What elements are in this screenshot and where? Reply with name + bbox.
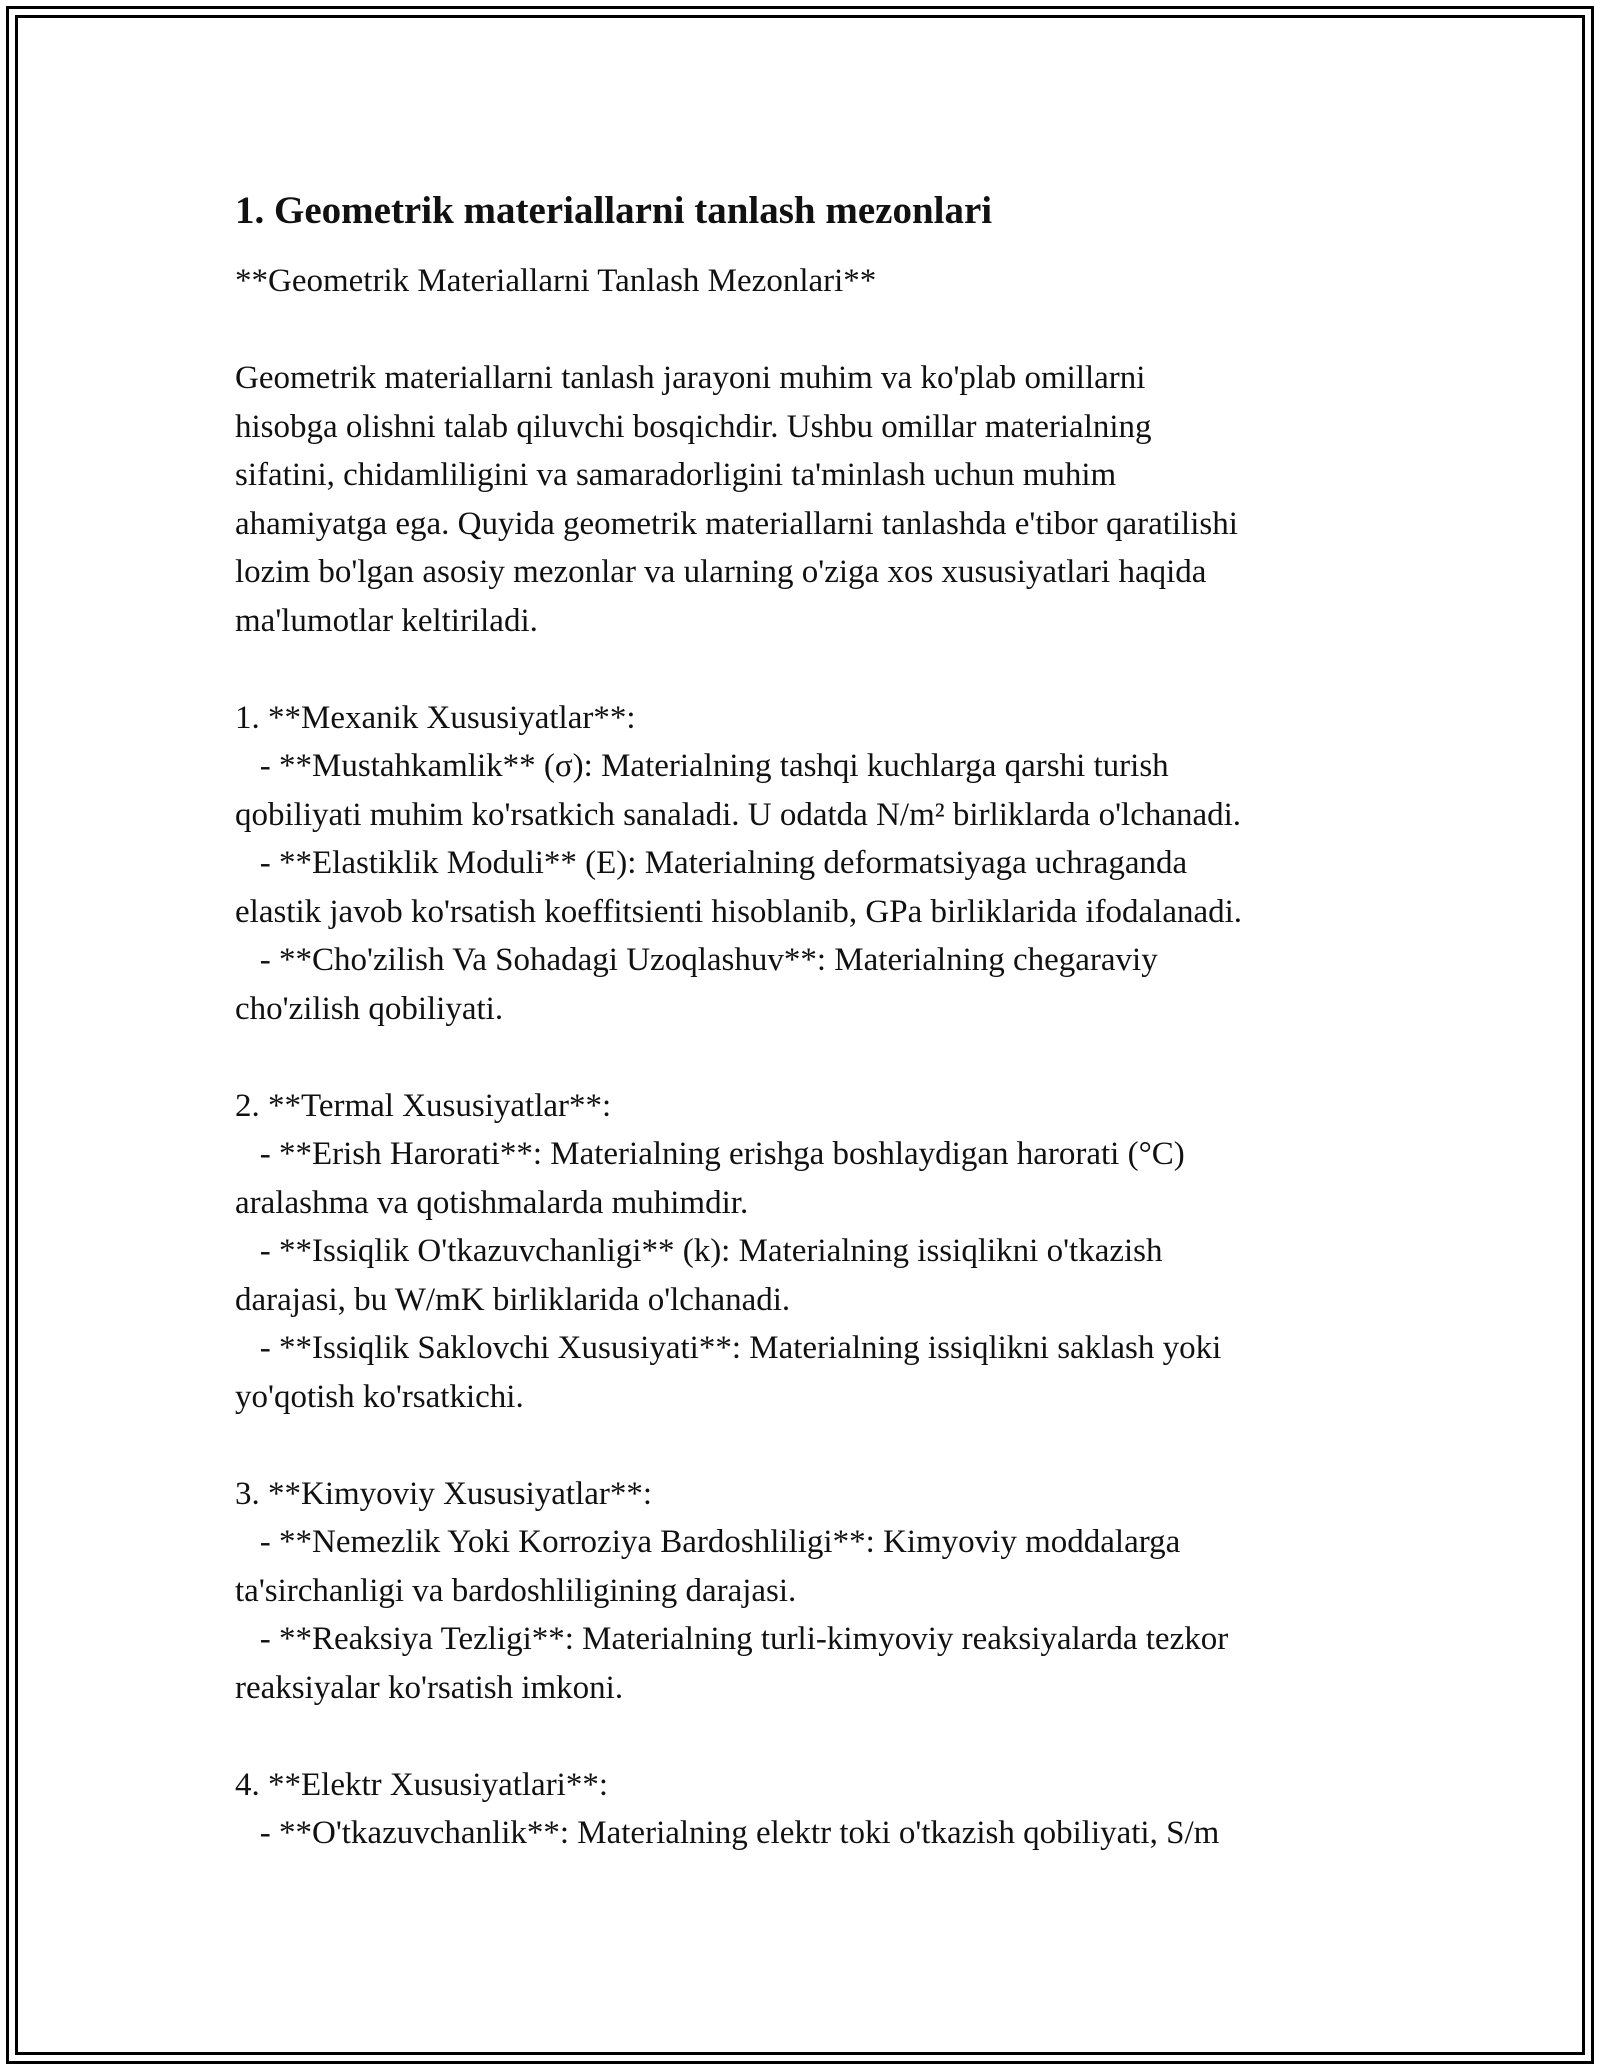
text-line: - **Erish Harorati**: Materialning erishga boshlaydigan harorati (°C) (235, 1136, 1185, 1172)
text-line: cho'zilish qobiliyati. (235, 990, 504, 1027)
text-line: reaksiyalar ko'rsatish imkoni. (235, 1669, 624, 1706)
text-line: ta'sirchanligi va bardoshliligining darajasi. (235, 1572, 797, 1609)
text-line: 1. **Mexanik Xususiyatlar**: (235, 699, 636, 736)
text-lines (235, 257, 1375, 1858)
text-line (235, 1421, 1375, 1470)
text-line: sifatini, chidamliligini va samaradorligini ta'minlash uchun muhim (235, 457, 1117, 493)
text-line: 4. **Elektr Xususiyatlari**: (235, 1766, 609, 1803)
text-line: - **Elastiklik Moduli** (E): Materialning deformatsiyaga uchraganda (235, 845, 1188, 881)
document-body (235, 185, 1375, 1858)
text-line (235, 306, 1375, 355)
text-line: - **O'tkazuvchanlik**: Materialning elektr toki o'tkazish qobiliyati, S/m (235, 1815, 1220, 1851)
text-line: - **Cho'zilish Va Sohadagi Uzoqlashuv**: Materialning chegaraviy (235, 942, 1158, 978)
text-line: 3. **Kimyoviy Xususiyatlar**: (235, 1475, 653, 1512)
text-line: aralashma va qotishmalarda muhimdir. (235, 1184, 749, 1221)
text-line: darajasi, bu W/mK birliklarida o'lchanadi. (235, 1281, 791, 1318)
text-line: - **Nemezlik Yoki Korroziya Bardoshliligi**: Kimyoviy moddalarga (235, 1524, 1181, 1560)
text-line: - **Reaksiya Tezligi**: Materialning turli-kimyoviy reaksiyalarda tezkor (235, 1621, 1229, 1657)
text-line (235, 1033, 1375, 1082)
section-heading: 1. Geometrik materiallarni tanlash mezonlari (235, 189, 993, 232)
text-line: - **Issiqlik O'tkazuvchanligi** (k): Materialning issiqlikni o'tkazish (235, 1233, 1163, 1269)
text-line: hisobga olishni talab qiluvchi bosqichdir. Ushbu omillar materialning (235, 408, 1152, 445)
text-line: lozim bo'lgan asosiy mezonlar va ularning o'ziga xos xususiyatlari haqida (235, 554, 1207, 590)
text-line (235, 1712, 1375, 1761)
text-line: - **Mustahkamlik** (σ): Materialning tashqi kuchlarga qarshi turish (235, 748, 1169, 784)
text-line: Geometrik materiallarni tanlash jarayoni muhim va ko'plab omillarni (235, 360, 1146, 396)
text-line: ma'lumotlar keltiriladi. (235, 602, 538, 639)
text-line: ahamiyatga ega. Quyida geometrik materiallarni tanlashda e'tibor qaratilishi (235, 505, 1238, 542)
text-line (235, 645, 1375, 694)
text-line: 2. **Termal Xususiyatlar**: (235, 1087, 612, 1124)
text-line: qobiliyati muhim ko'rsatkich sanaladi. U odatda N/m² birliklarda o'lchanadi. (235, 796, 1242, 833)
text-line: - **Issiqlik Saklovchi Xususiyati**: Materialning issiqlikni saklash yoki (235, 1330, 1222, 1366)
text-line: **Geometrik Materiallarni Tanlash Mezonlari** (235, 263, 877, 299)
text-line: yo'qotish ko'rsatkichi. (235, 1378, 524, 1415)
text-line: elastik javob ko'rsatish koeffitsienti hisoblanib, GPa birliklarida ifodalanadi. (235, 893, 1243, 930)
